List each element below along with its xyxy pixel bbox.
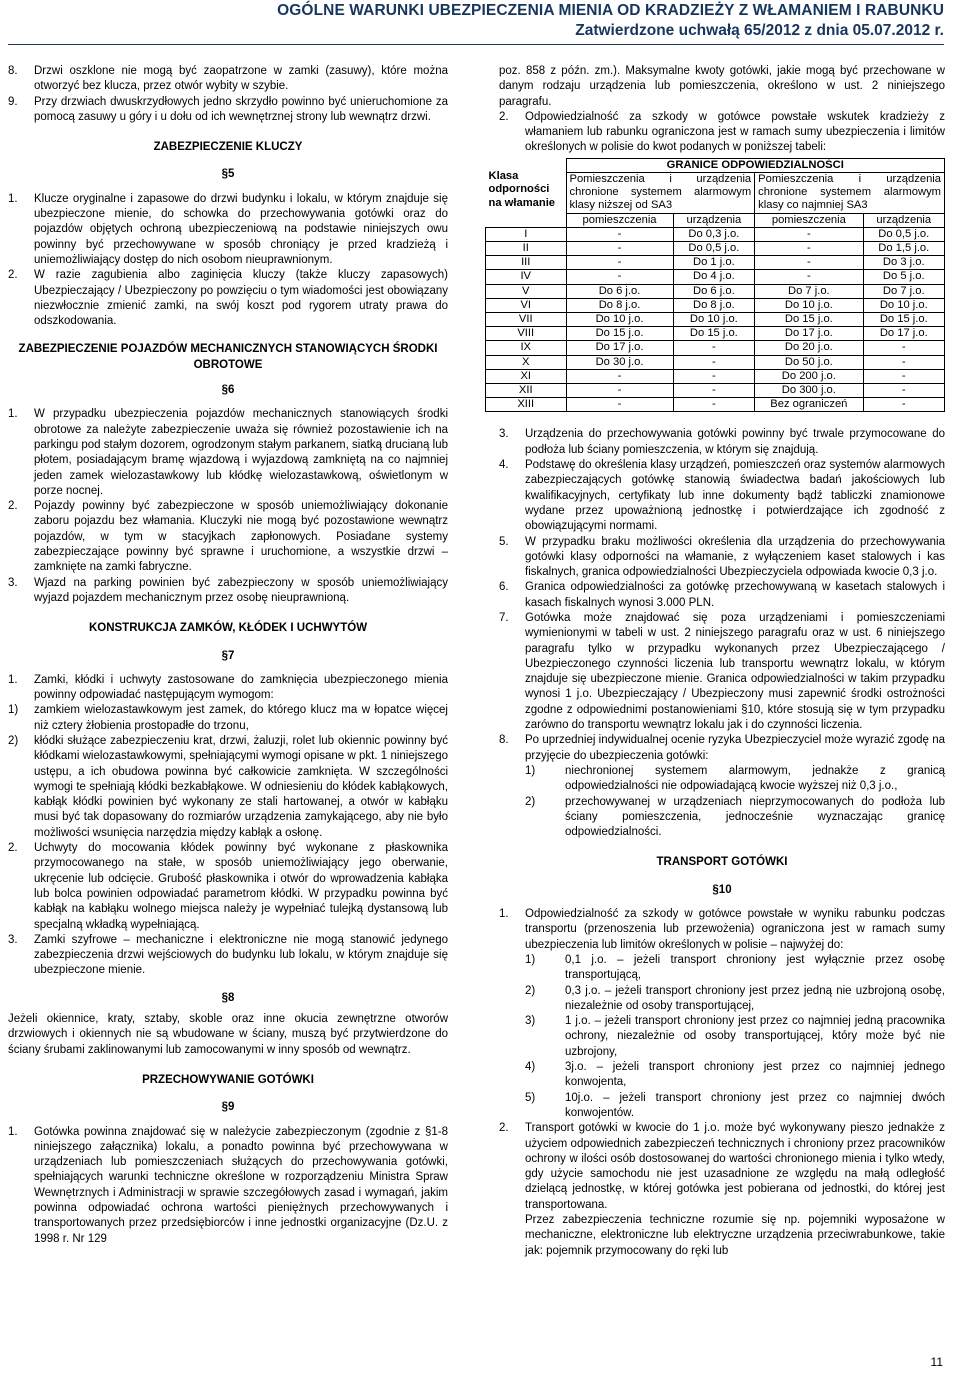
list-item: 3. Wjazd na parking powinien być zabezpieczony w sposób uniemożliwiający wyjazd pojazdem mechanicznym przez osobę nieuprawnioną. <box>8 576 448 604</box>
paragraph-number: §5 <box>221 168 235 181</box>
section-heading: ZABEZPIECZENIE POJAZDÓW MECHANICZNYCH STANOWIĄCYCH ŚRODKI OBROTOWE <box>18 343 438 371</box>
sub-list-item: 5) 10j.o. – jeżeli transport chroniony jest przez co najmniej dwóch konwojentów. <box>525 1091 945 1119</box>
sub-list-item: 1) zamkiem wielozastawkowym jest zamek, do którego klucz ma w łopatce więcej niż cztery żłobienia prostopadłe do trzonu, <box>8 704 448 732</box>
subheader: pomieszczenia <box>566 213 673 227</box>
table-row: VI Do 8 j.o. Do 8 j.o. Do 10 j.o. Do 10 j.o. <box>486 298 945 312</box>
list-item: 1. Zamki, kłódki i uchwyty zastosowane do zamknięcia ubezpieczonego mienia powinny odpowiadać następującym wymogom: <box>8 673 448 702</box>
approval-line: Zatwierdzone uchwałą 65/2012 z dnia 05.07.2012 r. <box>575 22 944 39</box>
section-heading: KONSTRUKCJA ZAMKÓW, KŁÓDEK I UCHWYTÓW <box>88 622 368 635</box>
table-row: VII Do 10 j.o. Do 10 j.o. Do 15 j.o. Do 15 j.o. <box>486 313 945 327</box>
list-item: 2. Odpowiedzialność za szkody w gotówce powstałe wskutek kradzieży z włamaniem lub rabunku ograniczona jest w ramach sumy ubezpieczenia i limitów określonych w polisie do kwot podanych w poniższej tabeli: <box>499 110 945 154</box>
list-item: 3. Urządzenia do przechowywania gotówki powinny być trwale przymocowane do podłoża lub ściany pomieszczenia, w którym się znajdują. <box>499 428 945 456</box>
document-header <box>277 2 944 40</box>
sub-list-item: 2) kłódki służące zabezpieczeniu krat, drzwi, żaluzji, rolet lub okiennic powinny być kłódkami wielozastawkowymi, spełniającymi wymogi opisane w pkt. 1 niniejszego ustępu, a ich obudowa powinna być całkowicie zamknięta. W szczególności wymogi te spełniają kłódki bezkabłąkowe. W odniesieniu do kłódek kabłąkowych, kabłąk kłódki powinien być wykonany ze stali hartowanej, a otwór w kabłąku musi być tak dopasowany do rozmiarów urządzenia zamykającego, aby nie było możliwości wsunięcia narzędzia między kabłąk a osłonę. <box>8 734 448 839</box>
document-title: OGÓLNE WARUNKI UBEZPIECZENIA MIENIA OD KRADZIEŻY Z WŁAMANIEM I RABUNKU <box>277 2 944 19</box>
list-item: 9. Przy drzwiach dwuskrzydłowych jedno skrzydło powinno być unieruchomione za pomocą zasuwy u góry i u dołu od ich wewnętrznej strony lub wewnątrz drzwi. <box>8 95 448 123</box>
paragraph-text: Jeżeli okiennice, kraty, sztaby, skoble oraz inne okucia zewnętrzne otworów drzwiowych i okiennych nie są wbudowane w ściany, muszą być przytwierdzone do ściany śrubami zaklinowanymi lub zamocowanymi w inny sposób od wewnątrz. <box>8 1013 448 1056</box>
list-item: 8. Po uprzedniej indywidualnej ocenie ryzyka Ubezpieczyciel może wyrazić zgodę na przyjęcie do ubezpieczenia gotówki: <box>499 734 945 762</box>
sub-list-item: 1) niechronionej systemem alarmowym, jednakże z granicą odpowiedzialności nie odpowiadającą kwocie wyższej niż 0,3 j.o., <box>525 764 945 793</box>
list-item: 1. Klucze oryginalne i zapasowe do drzwi budynku i lokalu, w którym znajduje się ubezpieczone mienie, do schowka do przechowywania gotówki oraz do pojazdów objętych ochroną ubezpieczeniową na podstawie niniejszych owu powinny być przechowywane w sposób chroniący je przed kradzieżą i uniemożliwiający dostęp do nich osobom nieuprawnionym. <box>8 192 448 266</box>
sub-list-item: 3) 1 j.o. – jeżeli transport chroniony jest przez co najmniej jedną pracownika ochrony, niezależnie od osoby transportującej, który może być nie uzbrojony, <box>525 1015 945 1058</box>
sub-list-item: 1) 0,1 j.o. – jeżeli transport chroniony jest wyłącznie przez osobę transportującą, <box>525 953 945 982</box>
paragraph-number: §7 <box>221 649 235 662</box>
page-number: 11 <box>930 1355 943 1369</box>
list-item: 5. W przypadku braku możliwości określenia dla urządzenia do przechowywania gotówki klasy odporności na włamanie, z wyłączeniem kaset stalowych i kas fiskalnych, granica odpowiedzialności Ubezpieczyciela odpowiada kwocie 0,3 j.o. <box>499 535 945 579</box>
table-row: IX Do 17 j.o. - Do 20 j.o. - <box>486 341 945 355</box>
sub-list-item: 2) 0,3 j.o. – jeżeli transport chroniony jest przez jedną nie uzbrojoną osobę, niezależnie od osoby transportującej, <box>525 984 945 1012</box>
paragraph-number: §9 <box>221 1101 235 1114</box>
right-column <box>488 64 945 1259</box>
table-row: XII - - Do 300 j.o. - <box>486 384 945 398</box>
list-item: 3. Zamki szyfrowe – mechaniczne i elektroniczne nie mogą stanowić jedynego zabezpieczenia drzwi wejściowych do budynku lub lokalu, w którym znajduje się ubezpieczone mienie. <box>8 933 448 977</box>
sub-list-item: 4) 3j.o. – jeżeli transport chroniony jest przez co najmniej jednego konwojenta, <box>525 1061 945 1089</box>
table-row: V Do 6 j.o. Do 6 j.o. Do 7 j.o. Do 7 j.o. <box>486 284 945 298</box>
list-item: 1. Gotówka powinna znajdować się w należycie zabezpieczonym (zgodnie z §1-8 niniejszego załącznika) lokalu, a ponadto powinna być przechowywana w urządzeniach lub pomieszczeniach służących do przechowywania gotówki, spełniających warunki techniczne określone w rozporządzeniu Ministra Spraw Wewnętrznych i Administracji w sprawie szczegółowych zasad i wymagań, jakim powinna odpowiadać ochrona wartości pieniężnych przechowywanych i transportowanych przez przedsiębiorców i inne jednostki organizacyjne (Dz.U. z 1998 r. Nr 129 <box>8 1125 448 1245</box>
list-item: 4. Podstawę do określenia klasy urządzeń, pomieszczeń oraz systemów alarmowych zabezpieczających gotówkę stanowią świadectwa badań jakościowych lub kwalifikacyjnych, certyfikaty lub inne dokumenty bądź tabliczki znamionowe wydane przez upoważnioną jednostkę i potwierdzające ich zgodność z obowiązującymi normami. <box>499 459 945 533</box>
left-column <box>8 64 448 1247</box>
list-item: 6. Granica odpowiedzialności za gotówkę przechowywaną w kasetach stalowych i kasach fiskalnych wynosi 3.000 PLN. <box>499 581 945 609</box>
class-header: Klasa odporności na włamanie <box>488 170 556 209</box>
liability-limits-table <box>485 158 945 413</box>
section-heading: TRANSPORT GOTÓWKI <box>656 856 788 869</box>
table-row: X Do 30 j.o. - Do 50 j.o. - <box>486 355 945 369</box>
section-heading: PRZECHOWYWANIE GOTÓWKI <box>142 1073 314 1086</box>
table-row: I - Do 0,3 j.o. - Do 0,5 j.o. <box>486 227 945 241</box>
list-item: 2. Pojazdy powinny być zabezpieczone w sposób uniemożliwiający dokonanie zaboru pojazdu bez włamania. Kluczyki nie mogą być pozostawione wewnątrz pojazdów, w tym w stacyjkach zapłonowych. Posiadane systemy zabezpieczające powinny być sprawne i uruchomione, a wszystkie drzwi – zamknięte na zamki fabryczne. <box>8 500 448 574</box>
section-heading: ZABEZPIECZENIE KLUCZY <box>153 141 303 154</box>
left-group-header: Pomieszczenia i urządzenia chronione systemem alarmowym klasy niższej od SA3 <box>566 172 755 213</box>
table-row: IV - Do 4 j.o. - Do 5 j.o. <box>486 270 945 284</box>
table-row: II - Do 0,5 j.o. - Do 1,5 j.o. <box>486 242 945 256</box>
table-row: XIII - - Bez ograniczeń - <box>486 398 945 412</box>
paragraph-number: §10 <box>712 883 732 896</box>
list-item: 8. Drzwi oszklone nie mogą być zaopatrzone w zamki (zasuwy), które można otworzyć bez klucza, przez otwór wybity w szybie. <box>8 65 448 93</box>
table-row: III - Do 1 j.o. - Do 3 j.o. <box>486 256 945 270</box>
subheader: pomieszczenia <box>755 213 863 227</box>
header-rule <box>8 44 944 45</box>
subheader: urządzenia <box>673 213 755 227</box>
list-item: 1. Odpowiedzialność za szkody w gotówce powstałe w wyniku rabunku podczas transportu (przenoszenia lub przewożenia) ograniczona jest w ramach sumy ubezpieczenia lub limitów określonych w polisie – najwyżej do: <box>499 908 945 951</box>
list-item: 2. Transport gotówki w kwocie do 1 j.o. może być wykonywany pieszo jednakże z użyciem odpowiednich zabezpieczeń technicznych i chroniony przez pracowników ochrony w ilości osób dostosowanej do wartości chronionego mienia i tylko wtedy, gdy użycie samochodu nie jest uzasadnione ze względu na małą odległość dzielącą jednostkę, w której gotówka jest pobierana od jednostki, do której jest transportowana. <box>499 1122 945 1211</box>
paragraph-text: poz. 858 z późn. zm.). Maksymalne kwoty gotówki, jakie mogą być przechowane w danym rodzaju urządzenia lub pomieszczenia, określono w ust. 2 niniejszego paragrafu. <box>499 65 945 108</box>
list-item: 7. Gotówka może znajdować się poza urządzeniami i pomieszczeniami wymienionymi w tabeli w ust. 2 niniejszego paragrafu oraz w ust. 6 niniejszego paragrafu tylko w przypadku wykonanych przez Ubezpieczającego / Ubezpieczonego czynności liczenia lub transportu wewnątrz lokalu, w którym znajduje się ubezpieczone mienie. Granica odpowiedzialności w takim przypadku wynosi 1 j.o. Ubezpieczający / Ubezpieczony musi zapewnić środki ostrożności zgodne z odpowiednimi postanowieniami §10, które stosują się w tym przypadku zarówno do transportu wewnątrz lokalu jak i do czynności liczenia. <box>499 612 945 732</box>
right-group-header: Pomieszczenia i urządzenia chronione systemem alarmowym klasy co najmniej SA3 <box>755 172 945 213</box>
table-row: VIII Do 15 j.o. Do 15 j.o. Do 17 j.o. Do 17 j.o. <box>486 327 945 341</box>
subheader: urządzenia <box>863 213 944 227</box>
paragraph-number: §6 <box>221 384 235 397</box>
list-item: 2. W razie zagubienia albo zaginięcia kluczy (także kluczy zapasowych) Ubezpieczający / Ubezpieczony po powzięciu o tym wiadomości jest obowiązany niezwłocznie zmienić zamki, na swój koszt pod rygorem utraty prawa do odszkodowania. <box>8 269 448 328</box>
list-item: 2. Uchwyty do mocowania kłódek powinny być wykonane z płaskownika przymocowanego na stałe, w sposób uniemożliwiający jego oberwanie, ukręcenie lub odcięcie. Grubość płaskownika i otwór do wprowadzenia kabłąka lub bolca powinien odpowiadać parametrom kłódki. W przypadku powinna być kabłąk na kabłąku wolnego miejsca należy je wypełniać tulejką dystansową lub specjalną wkładką wypełniającą. <box>8 842 448 931</box>
list-item: Przez zabezpieczenia techniczne rozumie się np. pojemniki wyposażone w mechaniczne, elektroniczne lub elektryczne urządzenia przeciwrabunkowe, takie jak: pojemnik przymocowany do ręki lub <box>525 1213 945 1257</box>
list-item: 1. W przypadku ubezpieczenia pojazdów mechanicznych stanowiących środki obrotowe za należyte zabezpieczenie uważa się również pozostawienie ich na parkingu pod stałym dozorem, ogrodzonym stałym parkanem, siatką drucianą lub płotem, posiadającym bramę wjazdową i wyjazdową zamkniętą na co najmniej jeden zamek wielozastawkowy lub kłódkę wielozastawkową, oświetlonym w porze nocnej. <box>8 408 448 497</box>
paragraph-number: §8 <box>221 991 235 1004</box>
group-header: GRANICE ODPOWIEDZIALNOŚCI <box>566 158 945 172</box>
sub-list-item: 2) przechowywanej w urządzeniach nieprzymocowanych do podłoża lub ściany pomieszczenia, jednocześnie wyznaczając granicę odpowiedzialności. <box>525 795 945 839</box>
table-row: XI - - Do 200 j.o. - <box>486 369 945 383</box>
